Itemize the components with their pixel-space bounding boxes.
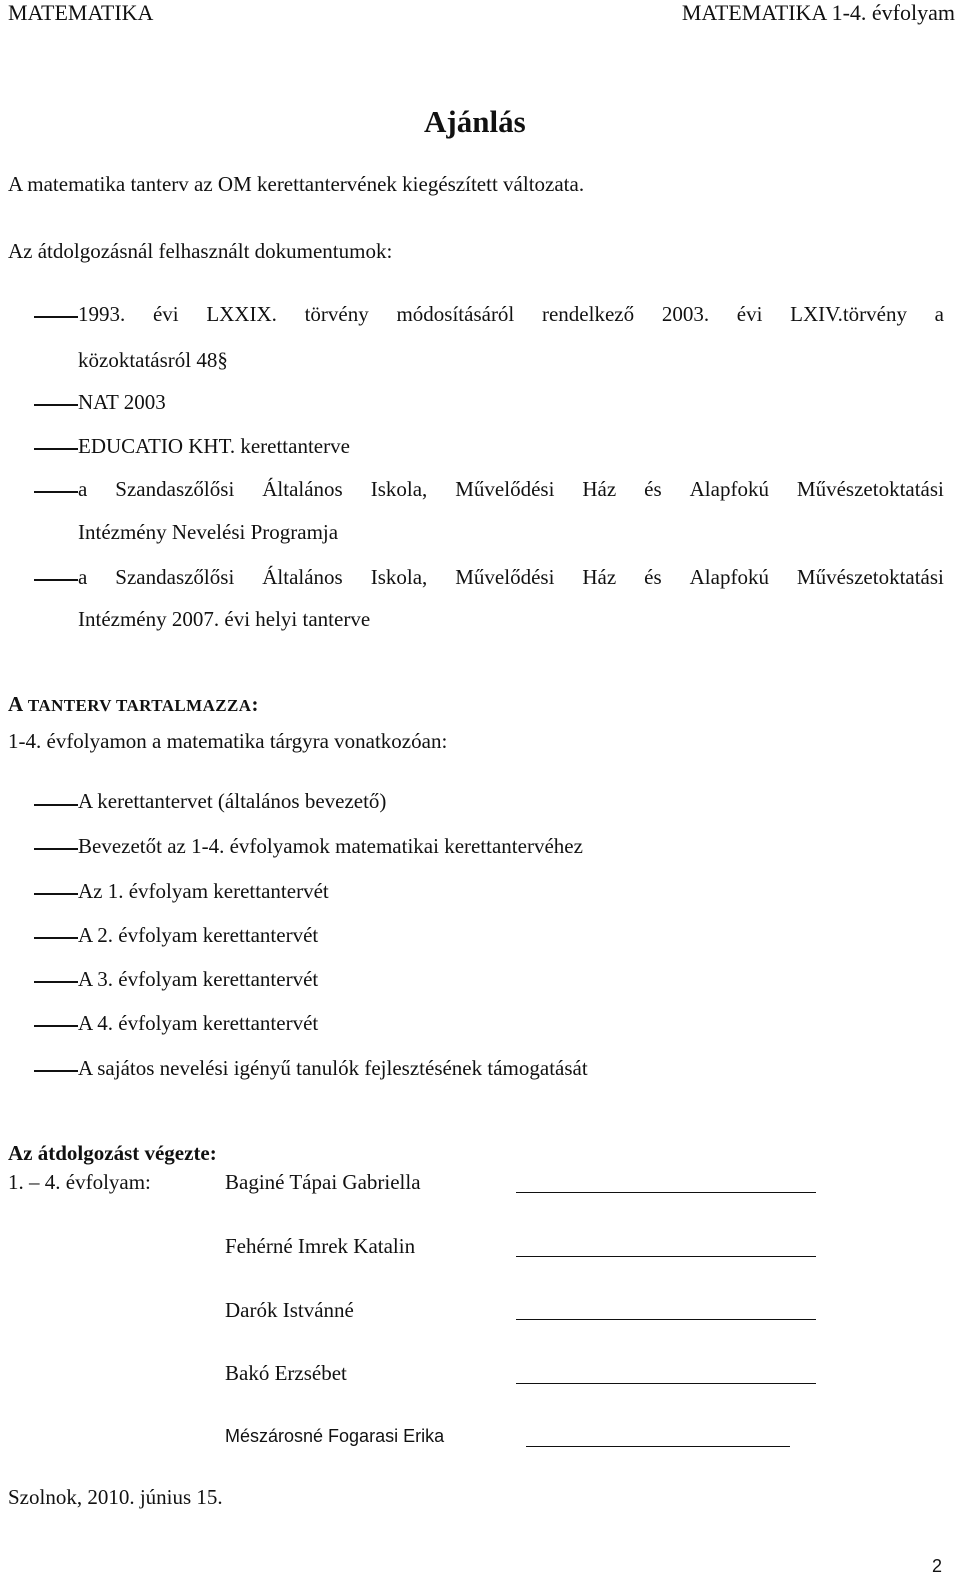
list-dash <box>34 937 78 939</box>
contents-item-7: A sajátos nevelési igényű tanulók fejlesztésének támogatását <box>78 1056 588 1080</box>
list-dash <box>34 1070 78 1072</box>
word: Alapfokú <box>689 477 769 501</box>
word: LXXIX. <box>206 302 277 326</box>
word: Alapfokú <box>689 565 769 589</box>
word: Ház <box>582 477 617 501</box>
author-name-5: Mészárosné Fogarasi Erika <box>225 1426 445 1446</box>
word: évi <box>736 302 763 326</box>
author-name-1: Baginé Tápai Gabriella <box>225 1170 421 1194</box>
document-item-5-line-1 <box>78 565 944 590</box>
contents-item-2: Bevezetőt az 1-4. évfolyamok matematikai kerettantervéhez <box>78 834 583 858</box>
header-left: MATEMATIKA <box>8 0 154 25</box>
list-dash <box>34 448 78 450</box>
signature-line <box>516 1192 816 1193</box>
contents-item-3: Az 1. évfolyam kerettantervét <box>78 879 329 903</box>
word: a <box>78 477 88 501</box>
contents-item-5: A 3. évfolyam kerettantervét <box>78 967 319 991</box>
place-date: Szolnok, 2010. június 15. <box>8 1485 223 1509</box>
document-item-5-line-2: Intézmény 2007. évi helyi tanterve <box>78 607 371 631</box>
document-item-2-text: NAT 2003 <box>78 390 166 414</box>
word: és <box>644 477 662 501</box>
list-dash <box>34 491 78 493</box>
page-title: Ajánlás <box>424 104 526 139</box>
contents-item-1: A kerettantervet (általános bevezető) <box>78 789 387 813</box>
word: LXIV.törvény <box>790 302 907 326</box>
author-name-2: Fehérné Imrek Katalin <box>225 1234 416 1258</box>
author-name-3: Darók Istvánné <box>225 1298 354 1322</box>
signature-line <box>516 1256 816 1257</box>
word: a <box>934 302 944 326</box>
contents-heading: A TANTERV TARTALMAZZA: <box>8 692 259 716</box>
list-dash <box>34 1025 78 1027</box>
document-item-1-line-2: közoktatásról 48§ <box>78 348 228 372</box>
word: módosításáról <box>396 302 515 326</box>
author-name-4: Bakó Erzsébet <box>225 1361 347 1385</box>
word: Általános <box>262 477 343 501</box>
word: 2003. <box>661 302 710 326</box>
word: és <box>644 565 662 589</box>
document-item-4-line-2: Intézmény Nevelési Programja <box>78 520 339 544</box>
list-dash <box>34 579 78 581</box>
word: Ház <box>582 565 617 589</box>
list-dash <box>34 893 78 895</box>
word: Szandaszőlősi <box>115 565 235 589</box>
word: Művelődési <box>455 565 555 589</box>
signature-line <box>516 1319 816 1320</box>
word: törvény <box>304 302 369 326</box>
revision-heading: Az átdolgozást végezte: <box>8 1141 217 1165</box>
header-right: MATEMATIKA 1-4. évfolyam <box>681 0 955 25</box>
word: Általános <box>262 565 343 589</box>
word: Szandaszőlősi <box>115 477 235 501</box>
document-item-1-line-1 <box>78 302 944 327</box>
grade-label: 1. – 4. évfolyam: <box>8 1170 151 1194</box>
document-item-4-line-1 <box>78 477 944 502</box>
list-dash <box>34 404 78 406</box>
intro-paragraph-2: Az átdolgozásnál felhasznált dokumentumok: <box>8 239 393 263</box>
list-dash <box>34 316 78 318</box>
word: Művészetoktatási <box>796 477 944 501</box>
word: rendelkező <box>541 302 635 326</box>
word: Művelődési <box>455 477 555 501</box>
document-item-3-text: EDUCATIO KHT. kerettanterve <box>78 434 350 458</box>
word: a <box>78 565 88 589</box>
intro-paragraph-1: A matematika tanterv az OM kerettantervének kiegészített változata. <box>8 172 585 196</box>
list-dash <box>34 981 78 983</box>
word: 1993. <box>78 302 126 326</box>
word: Iskola, <box>370 477 428 501</box>
signature-line <box>516 1383 816 1384</box>
word: Iskola, <box>370 565 428 589</box>
contents-item-4: A 2. évfolyam kerettantervét <box>78 923 319 947</box>
list-dash <box>34 848 78 850</box>
page-number: 2 <box>931 1556 942 1576</box>
contents-lead: 1-4. évfolyamon a matematika tárgyra vonatkozóan: <box>8 729 448 753</box>
signature-line <box>526 1446 790 1447</box>
word: évi <box>152 302 179 326</box>
list-dash <box>34 804 78 806</box>
word: Művészetoktatási <box>796 565 944 589</box>
contents-item-6: A 4. évfolyam kerettantervét <box>78 1011 319 1035</box>
